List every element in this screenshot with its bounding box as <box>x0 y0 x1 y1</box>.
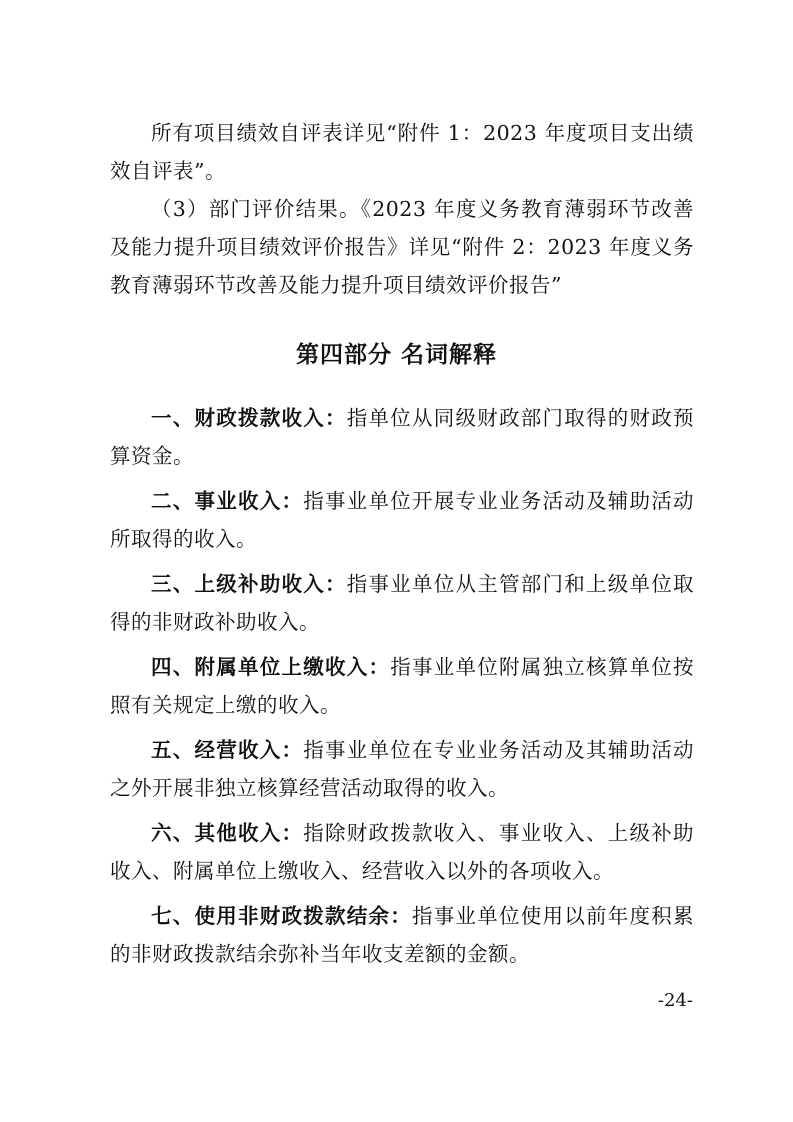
term-paragraph-4 <box>110 648 694 724</box>
section-title: 第四部分 名词解释 <box>295 342 497 368</box>
term-paragraph-6 <box>110 814 694 890</box>
intro-paragraph-1: 所有项目绩效自评表详见“附件 1：2023 年度项目支出绩效自评表”。 <box>110 121 694 183</box>
term-paragraph-2 <box>110 482 694 558</box>
term-label: 二、事业收入： <box>151 489 304 513</box>
term-label: 五、经营收入： <box>151 738 304 762</box>
term-definition: 指事业单位从主管部门和上级单位取得的非财政补助收入。 <box>110 572 694 634</box>
term-definition: 指事业单位在专业业务活动及其辅助活动之外开展非独立核算经营活动取得的收入。 <box>110 738 694 800</box>
term-definition: 指事业单位附属独立核算单位按照有关规定上缴的收入。 <box>110 655 694 717</box>
term-paragraph-3 <box>110 565 694 641</box>
term-paragraph-7 <box>110 897 694 973</box>
term-definition: 指事业单位开展专业业务活动及辅助活动所取得的收入。 <box>110 489 694 551</box>
term-paragraph-1 <box>110 399 694 475</box>
term-definition: 指事业单位使用以前年度积累的非财政拨款结余弥补当年收支差额的金额。 <box>110 904 694 966</box>
term-label: 七、使用非财政拨款结余： <box>151 904 412 928</box>
term-label: 三、上级补助收入： <box>151 572 347 596</box>
page-number: -24- <box>657 990 693 1011</box>
term-definition: 指除财政拨款收入、事业收入、上级补助收入、附属单位上缴收入、经营收入以外的各项收入。 <box>110 821 694 883</box>
term-definition: 指单位从同级财政部门取得的财政预算资金。 <box>110 406 694 468</box>
term-label: 四、附属单位上缴收入： <box>151 655 391 679</box>
term-paragraph-5 <box>110 731 694 807</box>
intro-paragraph-2: （3）部门评价结果。《2023 年度义务教育薄弱环节改善及能力提升项目绩效评价报告》详见“附件 2：2023 年度义务教育薄弱环节改善及能力提升项目绩效评价报告” <box>110 197 694 297</box>
term-label: 一、财政拨款收入： <box>151 406 347 430</box>
term-label: 六、其他收入： <box>151 821 304 845</box>
